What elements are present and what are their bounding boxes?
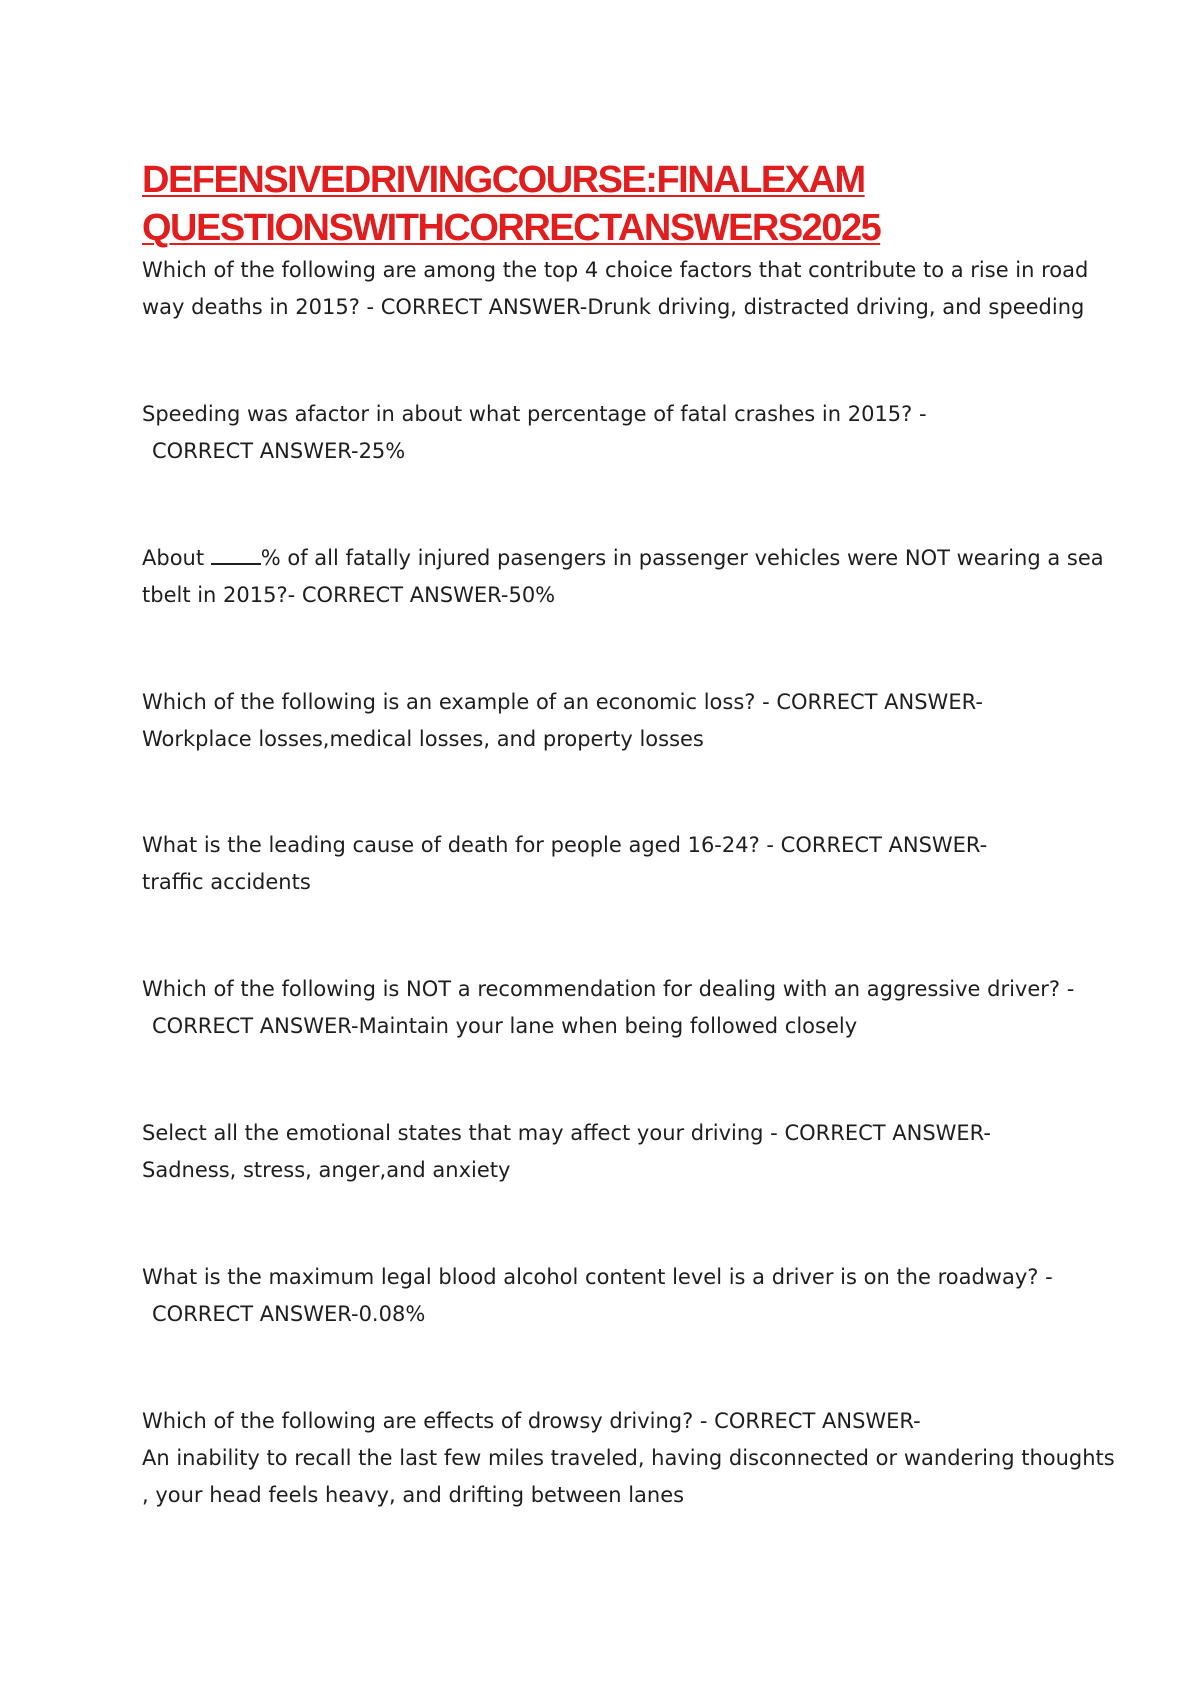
question-text: What is the leading cause of death for people aged 16-24? - CORRECT ANSWER-: [142, 833, 988, 857]
answer-text-continued: , your head feels heavy, and drifting between lanes: [142, 1483, 685, 1507]
answer-text: CORRECT ANSWER-25%: [152, 439, 406, 463]
qa-item-4: [142, 684, 1062, 758]
question-text: Select all the emotional states that may affect your driving - CORRECT ANSWER-: [142, 1121, 992, 1145]
answer-text: CORRECT ANSWER-Maintain your lane when being followed closely: [152, 1014, 858, 1038]
question-text: Which of the following is an example of an economic loss? - CORRECT ANSWER-: [142, 690, 983, 714]
question-text: Which of the following are effects of drowsy driving? - CORRECT ANSWER-: [142, 1409, 921, 1433]
qa-item-3: [142, 540, 1104, 614]
question-text: Which of the following is NOT a recommendation for dealing with an aggressive driver? -: [142, 977, 1075, 1001]
qa-item-1: [142, 252, 1089, 326]
qa-item-2: [142, 396, 1062, 470]
answer-text: CORRECT ANSWER-0.08%: [152, 1302, 426, 1326]
title-line-1: DEFENSIVEDRIVINGCOURSE:FINALEXAM: [142, 159, 865, 201]
question-text: [142, 540, 1104, 577]
question-text: Speeding was afactor in about what percentage of fatal crashes in 2015? -: [142, 402, 927, 426]
question-suffix: % of all fatally injured pasengers in passenger vehicles were NOT wearing a sea: [260, 546, 1104, 570]
question-text: Which of the following are among the top 4 choice factors that contribute to a rise in road: [142, 258, 1089, 282]
fill-in-blank: [211, 545, 261, 565]
answer-text: Sadness, stress, anger,and anxiety: [142, 1158, 511, 1182]
qa-item-7: [142, 1115, 1062, 1189]
qa-item-8: [142, 1259, 1062, 1333]
qa-item-5: [142, 827, 1062, 901]
document-title: [142, 156, 1002, 252]
answer-text: way deaths in 2015? - CORRECT ANSWER-Drunk driving, distracted driving, and speeding: [142, 295, 1085, 319]
title-line-2: QUESTIONSWITHCORRECTANSWERS2025: [142, 207, 881, 249]
answer-text: Workplace losses,medical losses, and property losses: [142, 727, 704, 751]
answer-text: An inability to recall the last few miles traveled, having disconnected or wandering thoughts: [142, 1446, 1115, 1470]
answer-text: tbelt in 2015?- CORRECT ANSWER-50%: [142, 583, 556, 607]
answer-text: traffic accidents: [142, 870, 311, 894]
question-prefix: About: [142, 546, 211, 570]
qa-item-6: [142, 971, 1075, 1045]
question-text: What is the maximum legal blood alcohol content level is a driver is on the roadway? -: [142, 1265, 1053, 1289]
qa-item-9: [142, 1403, 1115, 1514]
